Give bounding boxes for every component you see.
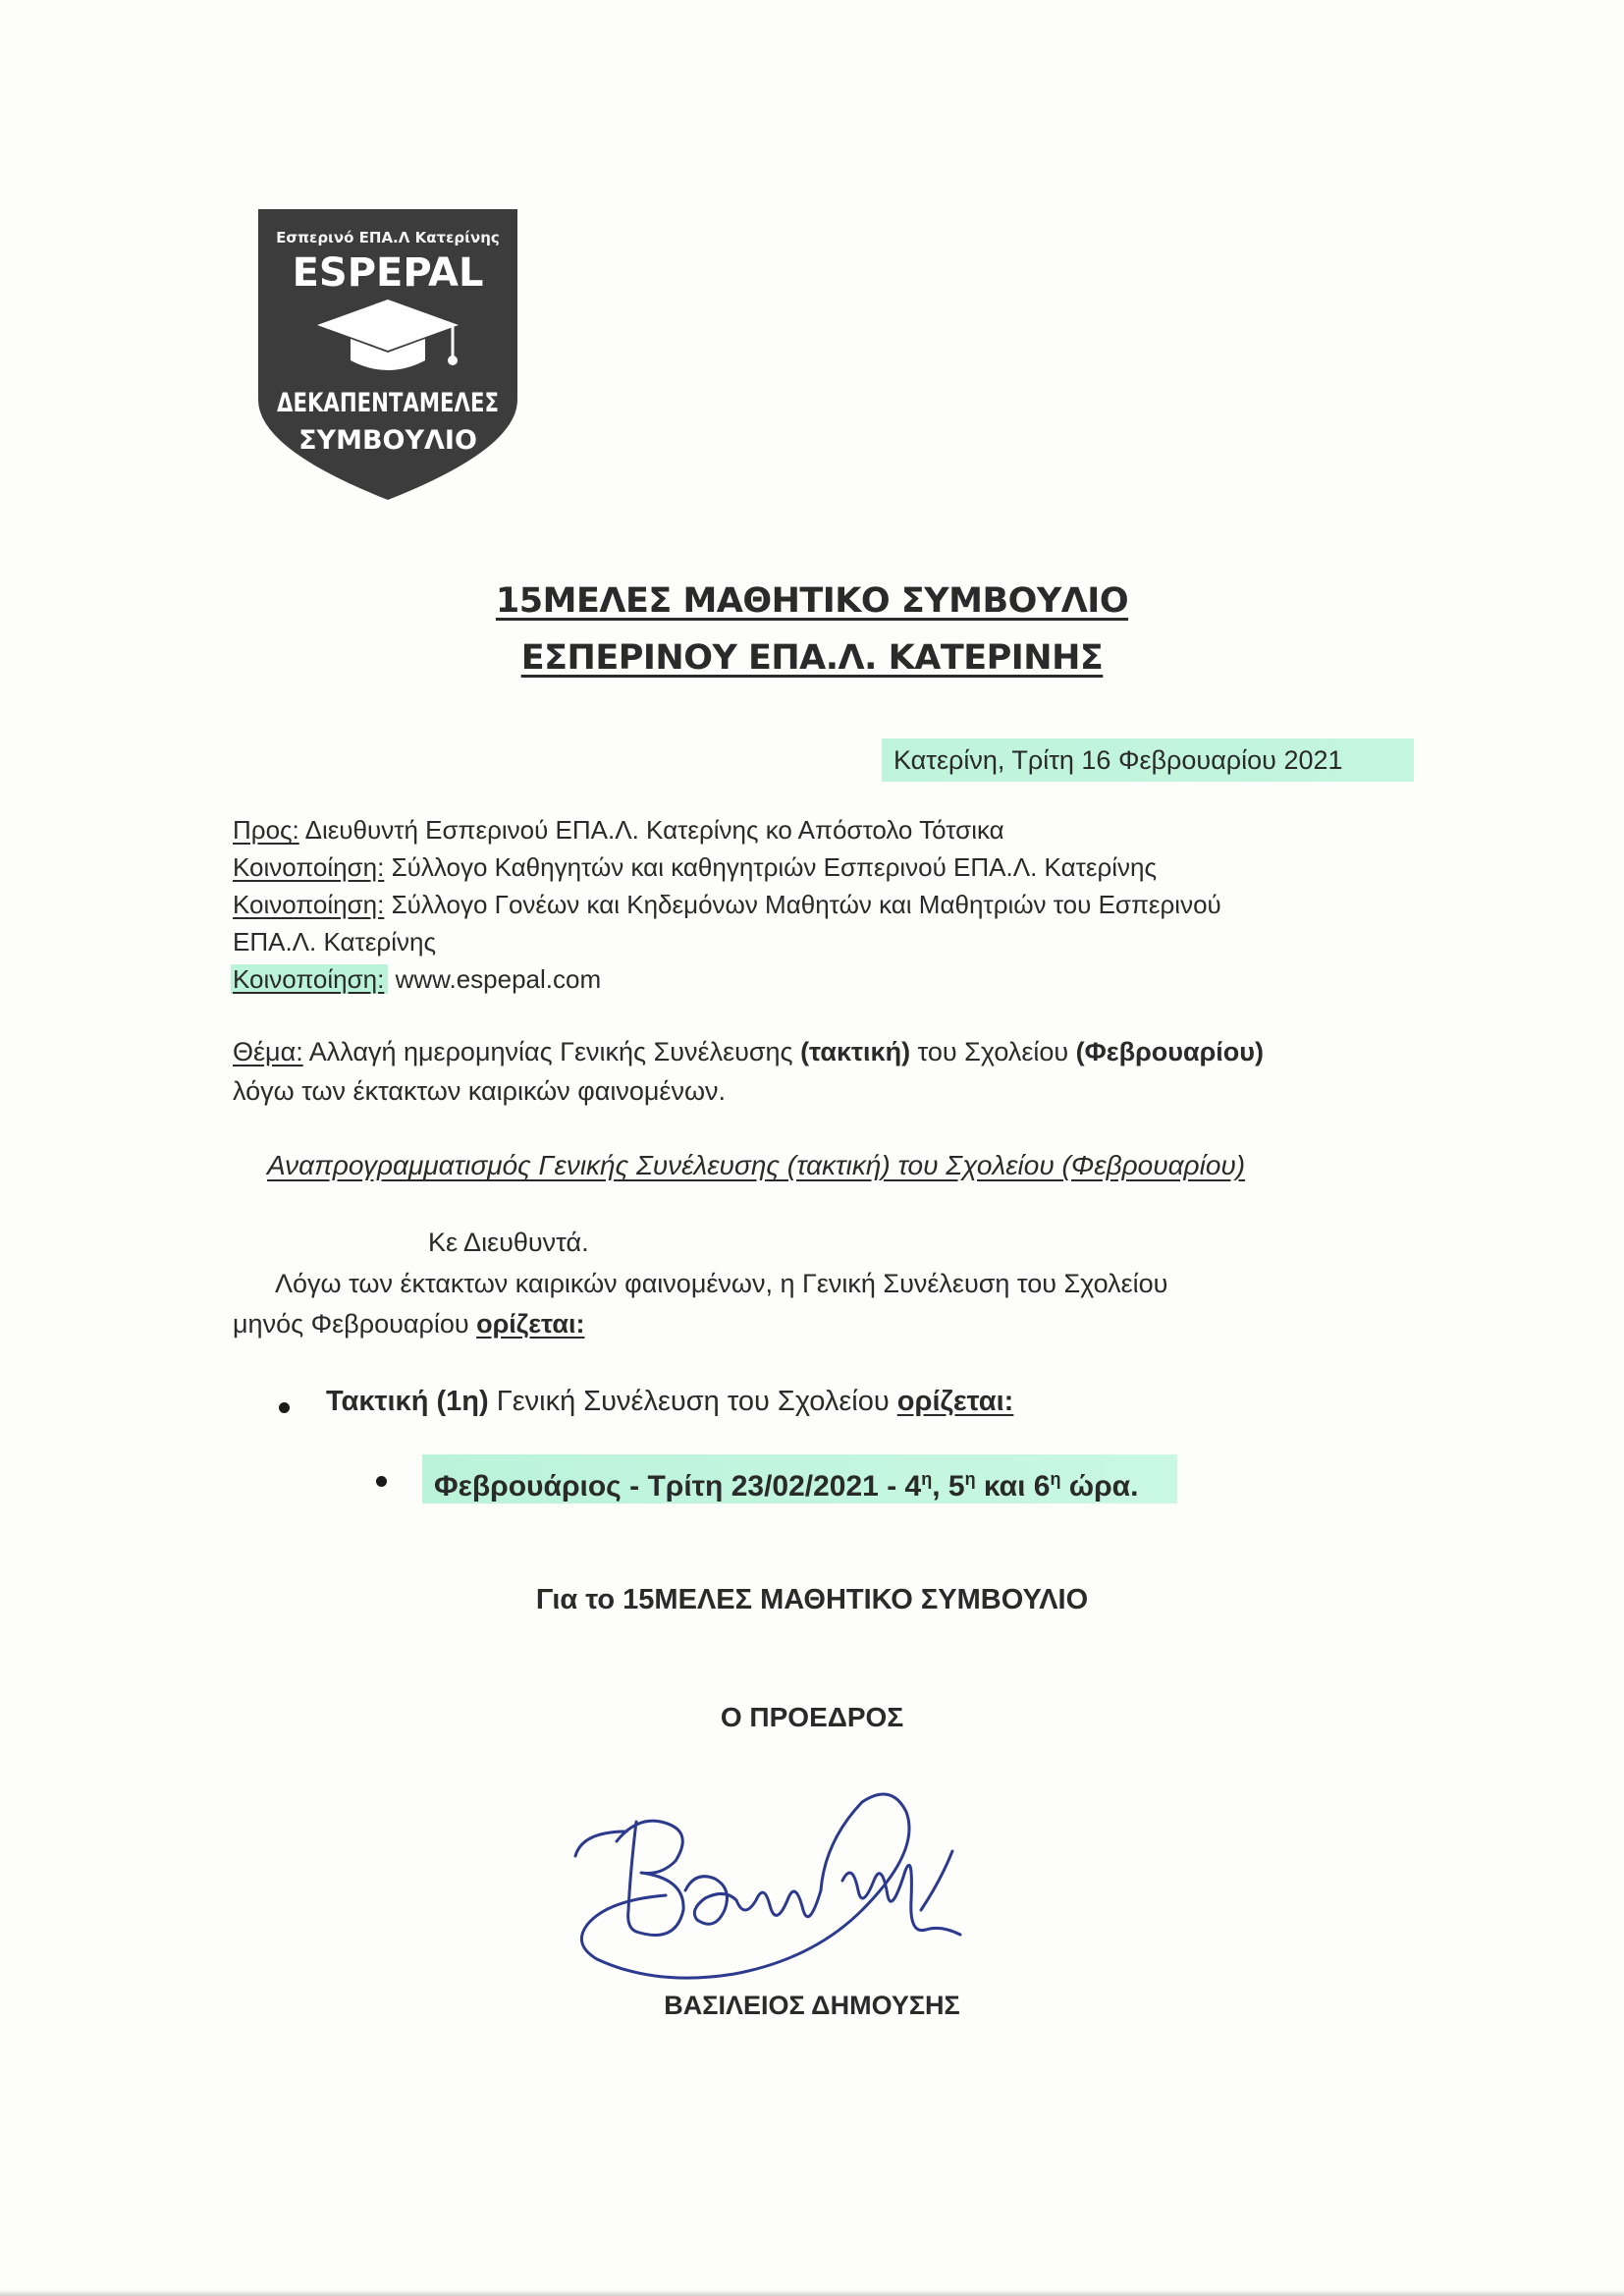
- logo-line4: ΣΥΜΒΟΥΛΙΟ: [298, 425, 477, 456]
- subject-line1: [233, 1037, 1264, 1067]
- logo-line2: ESPEPAL: [292, 250, 484, 296]
- item1-bold: Τακτική (1η): [326, 1386, 489, 1417]
- signoff-name: ΒΑΣΙΛΕΙΟΣ ΔΗΜΟΥΣΗΣ: [664, 1991, 960, 2020]
- meeting-date-highlight: [422, 1454, 1177, 1503]
- item2-part-a: Φεβρουάριος - Τρίτη 23/02/2021 - 4: [434, 1470, 922, 1503]
- item1-emph: ορίζεται:: [896, 1386, 1014, 1417]
- cc3-value: www.espepal.com: [388, 964, 602, 994]
- cc2-value-line2: ΕΠΑ.Λ. Κατερίνης: [233, 927, 436, 957]
- espepal-logo: [252, 203, 523, 506]
- subject-bold1: (τακτική): [800, 1037, 911, 1066]
- subject-line2: λόγω των έκτακτων καιρικών φαινομένων.: [233, 1076, 727, 1106]
- scan-edge: [0, 2290, 1624, 2296]
- cc1-value: Σύλλογο Καθηγητών και καθηγητριών Εσπερινού ΕΠΑ.Λ. Κατερίνης: [384, 852, 1158, 882]
- to-label: Προς:: [233, 815, 299, 845]
- item1-text: Γενική Συνέλευση του Σχολείου: [488, 1386, 897, 1417]
- item2-sup3: η: [1050, 1469, 1061, 1489]
- recipient-cc3: [233, 964, 601, 995]
- subject-label: Θέμα:: [233, 1037, 303, 1066]
- logo-line1: Εσπερινό ΕΠΑ.Λ Κατερίνης: [276, 229, 500, 246]
- cc1-label: Κοινοποίηση:: [233, 852, 385, 882]
- cc3-label: Κοινοποίηση:: [231, 964, 388, 994]
- subject-part2: του Σχολείου: [910, 1037, 1076, 1066]
- heading-line2: ΕΣΠΕΡΙΝΟΥ ΕΠΑ.Λ. ΚΑΤΕΡΙΝΗΣ: [520, 638, 1104, 678]
- reschedule-title: Αναπρογραμματισμός Γενικής Συνέλευσης (τακτική) του Σχολείου (Φεβρουαρίου): [267, 1150, 1246, 1180]
- item2-sup2: η: [964, 1469, 976, 1489]
- item2-part-b: , 5: [932, 1470, 965, 1503]
- recipient-to: [233, 815, 1004, 846]
- body-line1: Λόγω των έκτακτων καιρικών φαινομένων, η Γενική Συνέλευση του Σχολείου: [275, 1269, 1168, 1298]
- item2-part-c: και 6: [975, 1470, 1051, 1503]
- item2-part-d: ώρα.: [1060, 1470, 1139, 1503]
- subject-bold2: (Φεβρουαρίου): [1075, 1037, 1265, 1066]
- list-item: [326, 1386, 1013, 1418]
- recipient-cc2: [233, 890, 1221, 920]
- item2-sup1: η: [921, 1469, 933, 1489]
- bullet-icon: [279, 1402, 290, 1413]
- body-line2: [233, 1309, 584, 1339]
- signoff-for: Για το 15ΜΕΛΕΣ ΜΑΘΗΤΙΚΟ ΣΥΜΒΟΥΛΙΟ: [535, 1584, 1089, 1615]
- subject-part1: Αλλαγή ημερομηνίας Γενικής Συνέλευσης: [302, 1037, 801, 1066]
- letter-date: Κατερίνη, Τρίτη 16 Φεβρουαρίου 2021: [882, 738, 1414, 782]
- body-line2-prefix: μηνός Φεβρουαρίου: [233, 1309, 477, 1339]
- signoff-role: Ο ΠΡΟΕΔΡΟΣ: [720, 1702, 904, 1732]
- recipient-cc1: [233, 852, 1157, 883]
- to-value: Διευθυντή Εσπερινού ΕΠΑ.Λ. Κατερίνης κο Απόστολο Τότσικα: [298, 815, 1004, 845]
- bullet-icon: [376, 1476, 387, 1487]
- heading-line1: 15ΜΕΛΕΣ ΜΑΘΗΤΙΚΟ ΣΥΜΒΟΥΛΙΟ: [495, 581, 1129, 621]
- greeting: Κε Διευθυντά.: [428, 1228, 589, 1257]
- body-line2-emph: ορίζεται:: [476, 1309, 585, 1339]
- logo-line3: ΔΕΚΑΠΕΝΤΑΜΕΛΕΣ: [277, 388, 499, 418]
- handwritten-signature: [568, 1763, 980, 2008]
- cc2-label: Κοινοποίηση:: [233, 890, 385, 919]
- cc2-value-line1: Σύλλογο Γονέων και Κηδεμόνων Μαθητών και Μαθητριών του Εσπερινού: [384, 890, 1221, 919]
